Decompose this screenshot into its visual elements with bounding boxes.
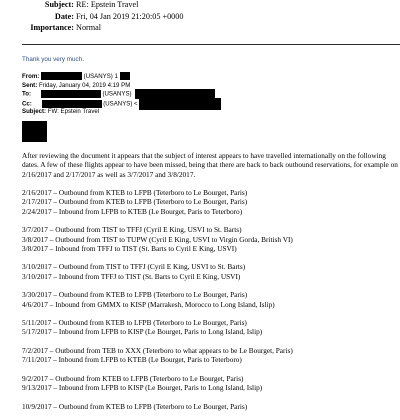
trip-line: 5/17/2017 – Inbound from LFPB to KISP (Le Bourget, Paris to Long Island, Islip) (22, 327, 263, 337)
forward-sent: Friday, January 04, 2019 4:19 PM (38, 82, 131, 89)
reply-text: Thank you very much. (22, 56, 84, 63)
header-date-label: Date: (54, 12, 74, 21)
header-date: Fri, 04 Jan 2019 21:20:05 +0000 (76, 12, 184, 21)
forward-to-label: To: (22, 90, 32, 98)
header-importance-row (0, 23, 101, 33)
forward-from: (USANYS) 1 (83, 73, 118, 80)
trip-line: 5/11/2017 – Outbound from KTEB to LFPB (Teterboro to Le Bourget, Paris) (22, 318, 247, 328)
forward-from-label: From: (22, 73, 40, 80)
forward-cc: (USANYS) < (103, 100, 138, 108)
header-subject-row (0, 0, 138, 10)
trip-group (22, 318, 400, 337)
header-subject: RE: Epstein Travel (76, 0, 139, 9)
trip-line: 2/17/2017 – Outbound from KTEB to LFPB (Teterboro to Le Bourget, Paris) (22, 197, 248, 207)
trip-line: 9/2/2017 – Outbound from KTEB to LFPB (Teterboro to Le Bourget, Paris) (22, 373, 244, 383)
header-importance: Normal (76, 23, 102, 32)
header-date-row (0, 12, 183, 22)
redaction-block (22, 121, 47, 142)
redaction-block (139, 98, 221, 110)
forward-to: (USANYS) (102, 90, 132, 98)
redaction-block (41, 90, 101, 98)
trip-line: 10/9/2017 – Outbound from KTEB to LFPB (Teterboro to Le Bourget, Paris) (22, 401, 248, 411)
trip-group (22, 402, 400, 411)
trip-line: 3/8/2017 – Inbound from TFFJ to TIST (St. Barts to Cyril E King, USVI) (22, 244, 237, 254)
trip-line: 3/10/2017 – Outbound from TIST to TFFJ (Cyril E King, USVI to St. Barts) (22, 262, 246, 272)
forward-subject-row (22, 107, 99, 116)
trip-line: 7/11/2017 – Inbound from LFPB to KTEB (Le Bourget, Paris to Teterboro) (22, 355, 242, 365)
trip-line: 3/8/2017 – Outbound from TIST to TUPW (Cyril E King, USVI to Virgin Gorda, British VI) (22, 234, 293, 244)
trip-group (22, 290, 400, 309)
forward-from-row (22, 72, 130, 81)
trip-line: 3/7/2017 – Outbound from TIST to TFFJ (Cyril E King, USVI to St. Barts) (22, 225, 242, 235)
trip-group (22, 374, 400, 393)
redaction-block (120, 72, 130, 80)
trip-group (22, 225, 400, 253)
trip-group (22, 262, 400, 281)
trip-line: 2/16/2017 – Outbound from KTEB to LFPB (Teterboro to Le Bourget, Paris) (22, 188, 248, 197)
forward-sent-label: Sent: (22, 82, 38, 89)
trip-line: 3/30/2017 – Outbound from KTEB to LFPB (Teterboro to Le Bourget, Paris) (22, 290, 248, 300)
trip-line: 7/2/2017 – Outbound from TEB to XXX (Teterboro to what appears to be Le Bourget, Paris) (22, 345, 293, 355)
forward-cc-label: Cc: (22, 100, 32, 108)
trip-line: 2/24/2017 – Inbound from LFPB to KTEB (Le Bourget, Paris to Teterboro) (22, 206, 243, 216)
trip-list (22, 188, 400, 420)
forward-subject: FW: Epstein Travel (47, 108, 100, 115)
forward-subject-label: Subject: (22, 108, 47, 115)
trip-group (22, 188, 400, 216)
trip-group (22, 346, 400, 365)
trip-line: 9/13/2017 – Inbound from LFPB to KISP (Le Bourget, Paris to Long Island, Islip) (22, 383, 263, 393)
redaction-block (41, 72, 82, 80)
trip-line: 3/10/2017 – Inbound from TFFJ to TIST (St. Barts to Cyril E King, USVI) (22, 271, 241, 281)
header-importance-label: Importance: (30, 23, 74, 32)
header-divider (22, 44, 400, 45)
trip-line: 4/6/2017 – Inbound from GMMX to KISP (Marrakesh, Morocco to Long Island, Islip) (22, 299, 275, 309)
header-subject-label: Subject: (44, 0, 74, 9)
body-paragraph: After reviewing the document it appears that the subject of interest appears to have travelled internationally on the following dates. A few of these flights appear to have been missed, being that there are back to back outbound reservations, for example on 2/16/2017 and 2/17/2017 as well as 3/7/2017 and 3/8/2017. (22, 151, 398, 179)
